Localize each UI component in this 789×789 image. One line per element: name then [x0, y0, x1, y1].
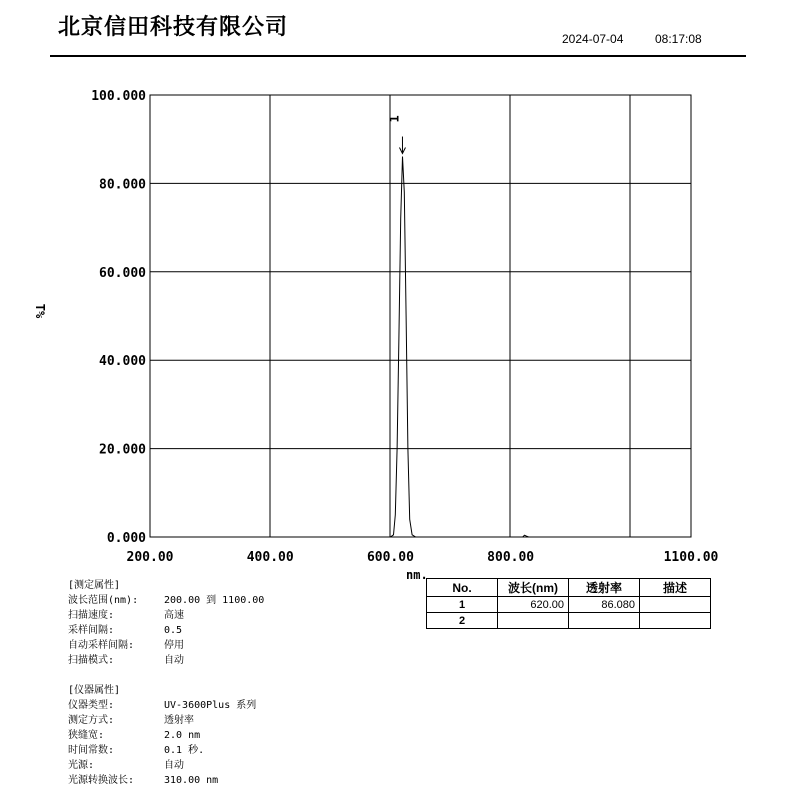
property-key: 光源:	[68, 760, 95, 771]
property-row	[68, 713, 256, 728]
property-key: 扫描速度:	[68, 610, 115, 621]
report-time: 08:17:08	[655, 32, 702, 46]
property-value: 透射率	[164, 715, 194, 726]
spectrum-line	[384, 157, 691, 538]
property-key: 自动采样间隔:	[68, 640, 135, 651]
col-no: No.	[427, 579, 498, 597]
peak-table-header	[427, 579, 711, 597]
property-value: 0.5	[164, 625, 183, 636]
property-value: 自动	[164, 760, 184, 771]
property-key: 扫描模式:	[68, 655, 115, 666]
instrument-properties	[68, 683, 256, 788]
cell-transmittance	[569, 613, 640, 629]
property-row	[68, 638, 264, 653]
property-row	[68, 728, 256, 743]
x-tick-label: 600.00	[366, 550, 414, 565]
cell-description	[640, 597, 711, 613]
y-tick-label: 60.000	[99, 265, 146, 281]
cell-wavelength: 620.00	[498, 597, 569, 613]
property-key: 狭缝宽:	[68, 730, 105, 741]
report-date: 2024-07-04	[562, 32, 624, 46]
peak-table	[426, 578, 711, 629]
property-value: 2.0 nm	[164, 730, 201, 741]
y-tick-label: 100.000	[91, 89, 146, 104]
property-value: UV-3600Plus 系列	[164, 700, 257, 711]
property-row	[68, 773, 256, 788]
col-wavelength: 波长(nm)	[498, 579, 569, 597]
property-value: 高速	[164, 610, 184, 621]
instrument-properties-title: [仪器属性]	[68, 685, 121, 696]
property-row	[68, 653, 264, 668]
cell-wavelength	[498, 613, 569, 629]
property-row	[68, 743, 256, 758]
cell-no: 2	[427, 613, 498, 629]
measure-properties	[68, 578, 264, 668]
property-key: 波长范围(nm):	[68, 595, 139, 606]
property-row	[68, 623, 264, 638]
table-row	[427, 613, 711, 629]
measure-properties-title: [测定属性]	[68, 580, 121, 591]
plot-frame	[150, 95, 691, 537]
property-value: 自动	[164, 655, 184, 666]
x-tick-label: 800.00	[487, 550, 535, 565]
property-key: 测定方式:	[68, 715, 115, 726]
company-title: 北京信田科技有限公司	[58, 15, 289, 40]
property-row	[68, 698, 256, 713]
y-tick-label: 80.000	[99, 177, 146, 193]
property-row	[68, 758, 256, 773]
cell-no: 1	[427, 597, 498, 613]
x-axis-label: nm.	[406, 568, 428, 580]
x-tick-label: 1100.00	[663, 550, 719, 565]
col-description: 描述	[640, 579, 711, 597]
y-axis-label: T%	[33, 303, 47, 319]
property-row	[68, 593, 264, 608]
cell-transmittance: 86.080	[569, 597, 640, 613]
table-row	[427, 597, 711, 613]
peak-marker-label: 1	[387, 115, 402, 123]
property-value: 停用	[164, 640, 184, 651]
x-tick-label: 400.00	[246, 550, 294, 565]
cell-description	[640, 613, 711, 629]
property-key: 仪器类型:	[68, 700, 115, 711]
x-tick-label: 200.00	[126, 550, 174, 565]
col-transmittance: 透射率	[569, 579, 640, 597]
property-row	[68, 608, 264, 623]
property-value: 310.00 nm	[164, 775, 219, 786]
property-value: 200.00 到 1100.00	[164, 595, 265, 606]
y-tick-label: 40.000	[99, 354, 146, 370]
property-value: 0.1 秒.	[164, 745, 205, 756]
y-tick-label: 0.000	[106, 531, 146, 546]
property-key: 光源转换波长:	[68, 775, 135, 786]
property-key: 时间常数:	[68, 745, 115, 756]
property-key: 采样间隔:	[68, 625, 115, 636]
y-tick-label: 20.000	[99, 442, 146, 458]
